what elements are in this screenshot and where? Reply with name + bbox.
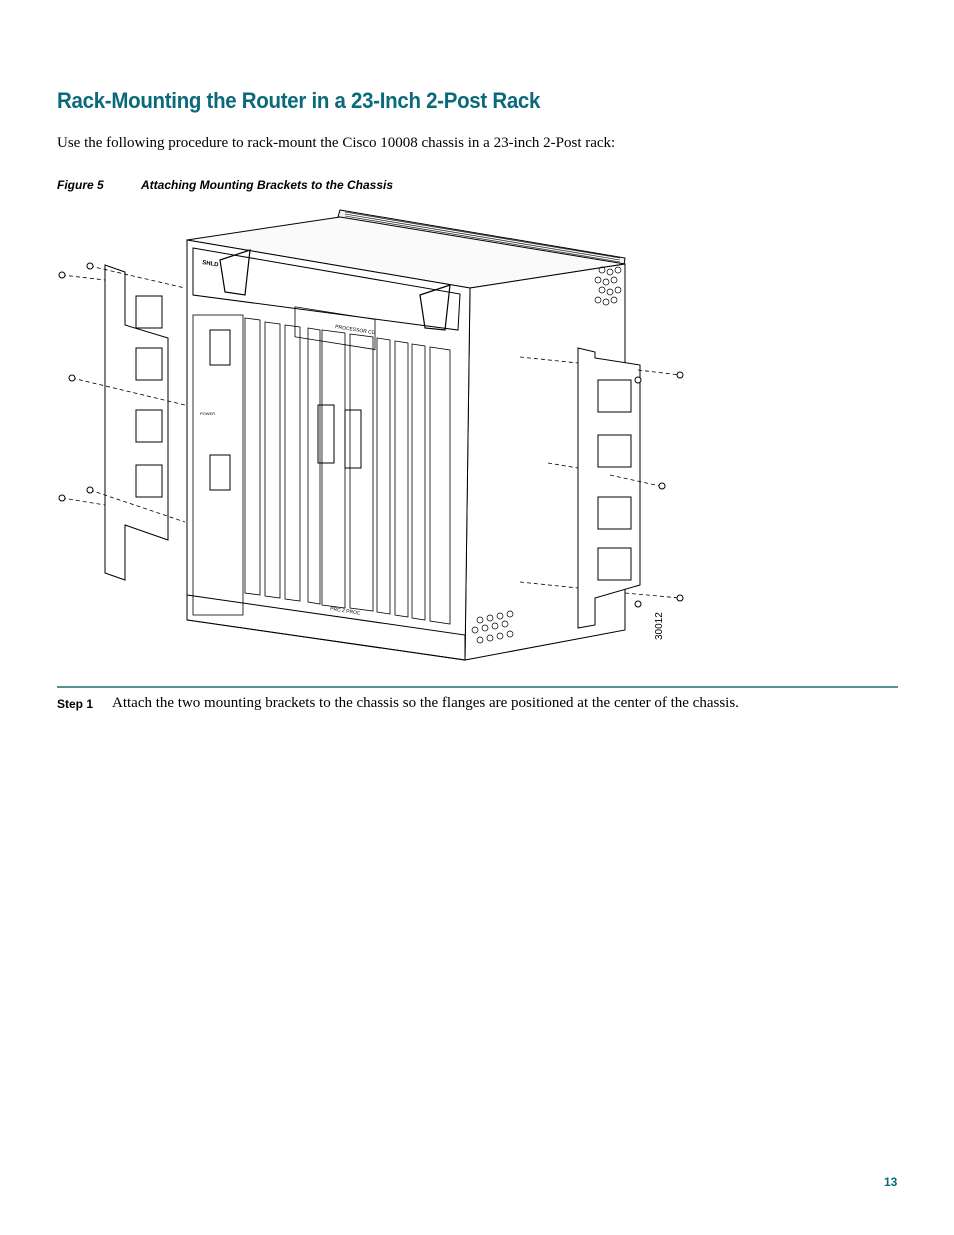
figure-caption (57, 178, 393, 192)
prc-label-bottom: PRC 2 PROC (329, 606, 361, 617)
figure-id-label: 30012 (654, 612, 665, 640)
step-text: Attach the two mounting brackets to the chassis so the flanges are positioned at the center of the chassis. (112, 695, 739, 711)
intro-paragraph: Use the following procedure to rack-mount the Cisco 10008 chassis in a 23-inch 2-Post rack: (57, 135, 616, 151)
figure-illustration (50, 200, 700, 670)
page-title: Rack-Mounting the Router in a 23-Inch 2-Post Rack (57, 88, 541, 113)
step-label: Step 1 (57, 697, 94, 711)
figure-number: Figure 5 (57, 178, 104, 192)
figure-title: Attaching Mounting Brackets to the Chassis (141, 178, 394, 192)
page-number: 13 (884, 1175, 898, 1189)
prc-label-top: PROCESSOR CD (334, 324, 376, 337)
pem-label: POWER (200, 411, 216, 416)
chassis-label-shld: SHLD (201, 260, 219, 269)
section-divider (57, 686, 898, 688)
